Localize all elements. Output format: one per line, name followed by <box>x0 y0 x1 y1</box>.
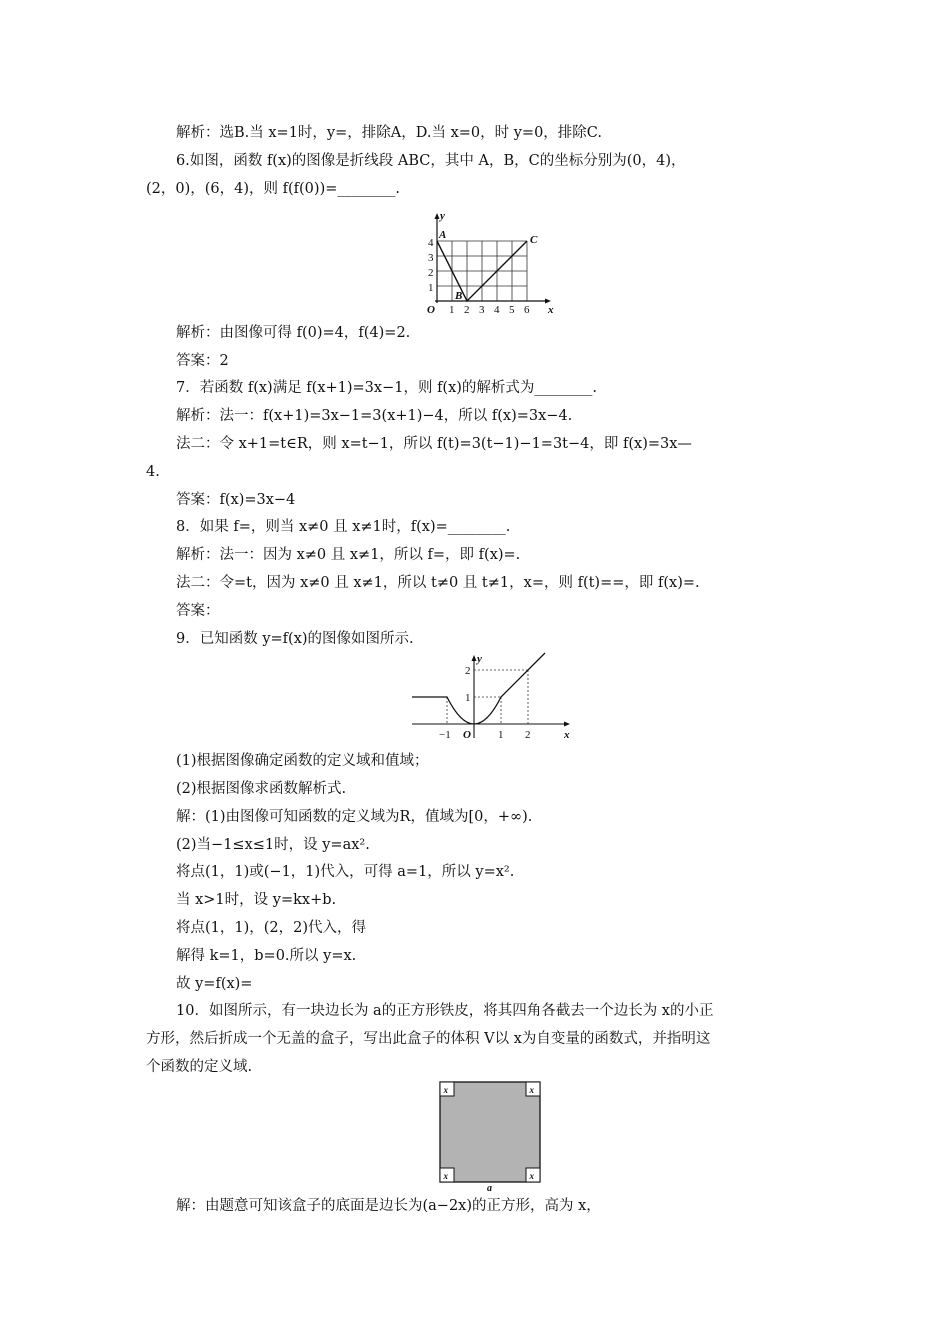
problem-8-text: 8．如果 f=，则当 x≠0 且 x≠1时，f(x)=________. <box>176 519 511 535</box>
origin-label: O <box>463 729 471 741</box>
tick-label: 1 <box>449 304 455 315</box>
figure-piecewise-graph <box>410 652 575 742</box>
tick-label: −1 <box>439 729 451 741</box>
tick-label: 2 <box>464 304 470 315</box>
tick-label: 1 <box>465 692 471 704</box>
text-line: (2)根据图像求函数解析式. <box>176 781 347 797</box>
text-line: 法二：令=t，因为 x≠0 且 x≠1，所以 t≠0 且 t≠1，x=，则 f(t)==，即 f(x)=. <box>176 575 700 591</box>
text-line: 解析：由图像可得 f(0)=4，f(4)=2. <box>176 325 411 341</box>
text-line: (2，0)，(6，4)，则 f(f(0))=________. <box>146 181 400 197</box>
text-line: 将点(1，1)，(2，2)代入，得 <box>176 920 367 936</box>
y-axis-arrow <box>472 655 477 661</box>
corner-label: x <box>443 1085 448 1095</box>
corner-label: x <box>529 1171 534 1181</box>
figure-square-sheet <box>438 1080 544 1192</box>
text-line: 解析：选B.当 x=1时，y=，排除A，D.当 x=0，时 y=0，排除C. <box>176 125 602 141</box>
y-axis-label: y <box>477 653 482 665</box>
tick-label: 5 <box>509 304 515 315</box>
corner-label: x <box>529 1085 534 1095</box>
point-a-label: A <box>439 229 447 241</box>
point-c-label: C <box>530 234 538 246</box>
text-line: 方形，然后折成一个无盖的盒子，写出此盒子的体积 V以 x为自变量的函数式，并指明这 <box>146 1031 711 1047</box>
text-line: 解析：法一：f(x+1)=3x−1=3(x+1)−4，所以 f(x)=3x−4. <box>176 408 573 424</box>
tick-label: 3 <box>479 304 485 315</box>
tick-label: 2 <box>428 267 434 279</box>
x-axis-label: x <box>548 304 554 315</box>
side-label: a <box>487 1183 492 1192</box>
figure-polyline-abc <box>415 207 560 315</box>
text-line: 解得 k=1，b=0.所以 y=x. <box>176 948 357 964</box>
tick-label: 4 <box>428 237 434 249</box>
tick-label: 6 <box>524 304 530 315</box>
text-line: 故 y=f(x)= <box>176 976 253 992</box>
problem-9-text: 9．已知函数 y=f(x)的图像如图所示. <box>176 631 414 647</box>
problem-7-text: 7．若函数 f(x)满足 f(x+1)=3x−1，则 f(x)的解析式为________. <box>176 380 598 396</box>
text-line: 当 x>1时，设 y=kx+b. <box>176 892 337 908</box>
text-line: (2)当−1≤x≤1时，设 y=ax². <box>176 837 370 853</box>
text-line: 解：由题意可知该盒子的底面是边长为(a−2x)的正方形，高为 x， <box>176 1198 601 1214</box>
tick-label: 4 <box>494 304 500 315</box>
text-line: 将点(1，1)或(−1，1)代入，可得 a=1，所以 y=x². <box>176 864 515 880</box>
origin-label: O <box>427 304 435 315</box>
y-axis-label: y <box>440 210 445 222</box>
problem-6-text: 6.如图，函数 f(x)的图像是折线段 ABC，其中 A，B，C的坐标分别为(0，4)， <box>176 153 686 169</box>
text-line: 答案： <box>176 603 220 619</box>
text-line: 答案：2 <box>176 353 229 369</box>
text-line: (1)根据图像确定函数的定义域和值域； <box>176 753 429 769</box>
text-line: 解析：法一：因为 x≠0 且 x≠1，所以 f=，即 f(x)=. <box>176 547 521 563</box>
x-axis-label: x <box>564 729 570 741</box>
x-axis-arrow <box>564 722 570 727</box>
text-line: 法二：令 x+1=t∈R，则 x=t−1，所以 f(t)=3(t−1)−1=3t−4，即 f(x)=3x— <box>176 436 692 452</box>
tick-label: 1 <box>428 282 434 294</box>
grid <box>437 241 527 301</box>
text-line: 4. <box>146 464 160 480</box>
tick-label: 2 <box>465 665 471 677</box>
corner-label: x <box>443 1171 448 1181</box>
text-line: 解：(1)由图像可知函数的定义域为R，值域为[0，+∞). <box>176 809 533 825</box>
text-line: 答案：f(x)=3x−4 <box>176 492 296 508</box>
tick-label: 3 <box>428 252 434 264</box>
y-axis-arrow <box>435 213 440 219</box>
axes <box>412 660 565 738</box>
sheet-square <box>440 1082 540 1182</box>
text-line: 个函数的定义域. <box>146 1059 253 1075</box>
tick-label: 2 <box>525 729 531 741</box>
problem-10-text: 10．如图所示，有一块边长为 a的正方形铁皮，将其四角各截去一个边长为 x的小正 <box>176 1003 714 1019</box>
x-axis-arrow <box>545 299 551 304</box>
point-b-label: B <box>455 290 463 302</box>
tick-label: 1 <box>498 729 504 741</box>
